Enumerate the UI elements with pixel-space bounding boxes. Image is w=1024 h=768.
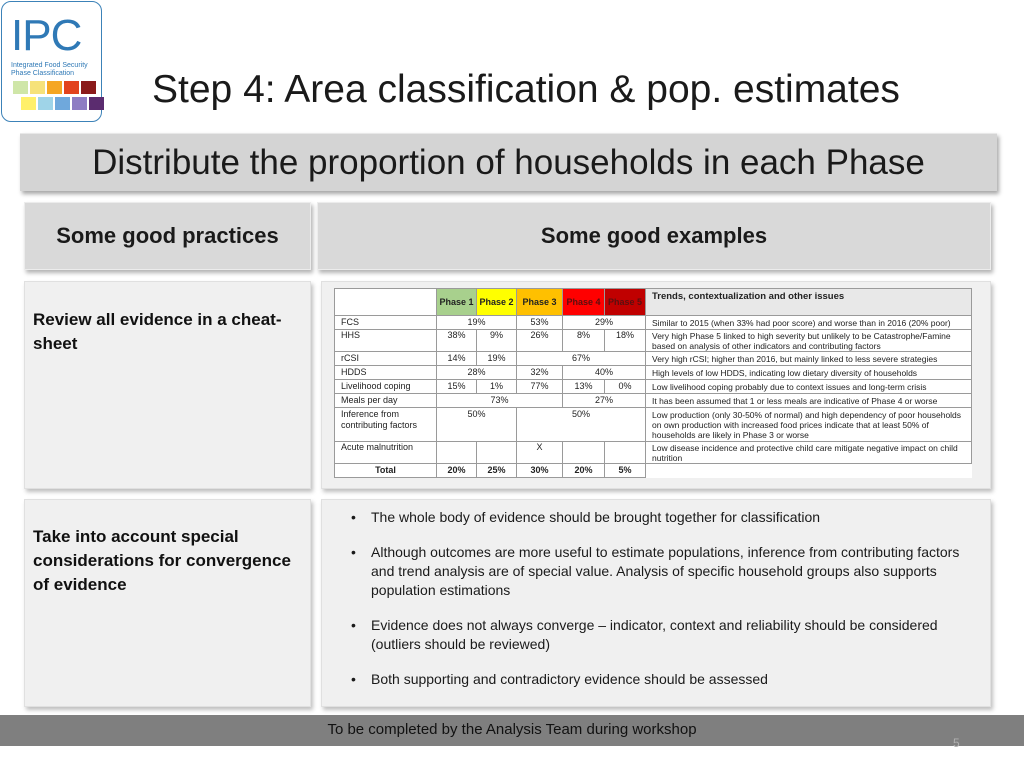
cell-value: 50% [517, 408, 646, 442]
phase-5-header: Phase 5 [605, 289, 646, 316]
trend-cell: Similar to 2015 (when 33% had poor score) and worse than in 2016 (20% poor) [646, 316, 972, 330]
cell-value: 0% [605, 380, 646, 394]
cell-value: 19% [477, 352, 517, 366]
slide-title: Step 4: Area classification & pop. estimates [152, 68, 900, 111]
trend-cell: Very high rCSI; higher than 2016, but mainly linked to less severe strategies [646, 352, 972, 366]
bullet-list [351, 508, 971, 689]
cell-value: 1% [477, 380, 517, 394]
slide-subtitle: Distribute the proportion of households in each Phase [92, 143, 925, 182]
row-label: Inference from contributing factors [335, 408, 437, 442]
table-row [335, 352, 972, 366]
cell-value: 15% [437, 380, 477, 394]
list-item [351, 670, 971, 689]
table-row [335, 442, 972, 464]
logo-text: IPC [11, 11, 82, 60]
cell-value [437, 442, 477, 464]
logo-square [21, 97, 36, 110]
trend-cell: Low livelihood coping probably due to context issues and long-term crisis [646, 380, 972, 394]
list-item [351, 543, 971, 600]
trend-cell: It has been assumed that 1 or less meals are indicative of Phase 4 or worse [646, 394, 972, 408]
examples-header [317, 202, 991, 270]
row-label: FCS [335, 316, 437, 330]
bullet-dot: • [351, 544, 356, 560]
logo-square [47, 81, 62, 94]
cell-value: 38% [437, 330, 477, 352]
table-corner-cell [335, 289, 437, 316]
examples-header-label: Some good examples [540, 223, 768, 248]
row-label: HDDS [335, 366, 437, 380]
logo-square [38, 97, 53, 110]
row-label: Total [335, 464, 437, 478]
cell-value: 53% [517, 316, 563, 330]
trends-header: Trends, contextualization and other issues [646, 289, 972, 316]
trend-cell: Very high Phase 5 linked to high severity but unlikely to be Catastrophe/Famine based on analysis of other indicators and contributing factors [646, 330, 972, 352]
bullet-dot: • [351, 509, 356, 525]
logo-square [30, 81, 45, 94]
list-item [351, 616, 971, 654]
cell-value: 25% [477, 464, 517, 478]
phase-2-header: Phase 2 [477, 289, 517, 316]
cell-value: 8% [563, 330, 605, 352]
cell-value: 20% [563, 464, 605, 478]
subtitle-bar [20, 133, 997, 191]
cell-value: 5% [605, 464, 646, 478]
footer-text: To be completed by the Analysis Team during workshop [327, 721, 697, 738]
practice-panel-convergence [24, 499, 311, 707]
cell-value: 14% [437, 352, 477, 366]
bullet-dot: • [351, 617, 356, 633]
footer-bar [0, 715, 1024, 746]
cell-value: 77% [517, 380, 563, 394]
phase-3-header: Phase 3 [517, 289, 563, 316]
row-label: rCSI [335, 352, 437, 366]
bullet-text: Evidence does not always converge – indicator, context and reliability should be considered (outliers should be reviewed) [371, 617, 938, 652]
practice-panel-review [24, 281, 311, 489]
cell-value: 9% [477, 330, 517, 352]
cell-value: 26% [517, 330, 563, 352]
logo-subtitle: Integrated Food Security Phase Classification [11, 62, 88, 77]
logo-square [13, 81, 28, 94]
cell-value: 50% [437, 408, 517, 442]
practice-label: Review all evidence in a cheat-sheet [33, 310, 282, 353]
practice-label: Take into account special considerations for convergence of evidence [33, 527, 291, 594]
list-item [351, 508, 971, 527]
bullet-text: Although outcomes are more useful to estimate populations, inference from contributing factors and trend analysis are of special value. Analysis of specific household groups also supports population estimations [371, 544, 960, 598]
cell-value: 40% [563, 366, 646, 380]
cell-value: 20% [437, 464, 477, 478]
cell-value: 28% [437, 366, 517, 380]
trend-cell: High levels of low HDDS, indicating low dietary diversity of households [646, 366, 972, 380]
table-row [335, 394, 972, 408]
logo-square [89, 97, 104, 110]
logo-square [81, 81, 96, 94]
table-header-row [335, 289, 972, 316]
logo-square [72, 97, 87, 110]
practices-header-label: Some good practices [56, 223, 279, 248]
cell-value: 27% [563, 394, 646, 408]
bullet-dot: • [351, 671, 356, 687]
bullet-text: Both supporting and contradictory evidence should be assessed [371, 671, 768, 687]
trend-cell: Low production (only 30-50% of normal) and high dependency of poor households on own production with increased food prices indicate that at least 50% of households are likely in Phase 3 or worse [646, 408, 972, 442]
row-label: Meals per day [335, 394, 437, 408]
logo-square [64, 81, 79, 94]
row-label: HHS [335, 330, 437, 352]
practices-header [24, 202, 311, 270]
bullet-text: The whole body of evidence should be brought together for classification [371, 509, 821, 525]
table-row [335, 380, 972, 394]
cheat-sheet-table [334, 288, 972, 478]
cell-value: 67% [517, 352, 646, 366]
cell-value [605, 442, 646, 464]
phase-1-header: Phase 1 [437, 289, 477, 316]
row-label: Acute malnutrition [335, 442, 437, 464]
table-row [335, 366, 972, 380]
cell-value [477, 442, 517, 464]
trend-cell: Low disease incidence and protective child care mitigate negative impact on child nutrition [646, 442, 972, 464]
row-label: Livelihood coping [335, 380, 437, 394]
table-total-row [335, 464, 972, 478]
cell-value: 73% [437, 394, 563, 408]
table-row [335, 316, 972, 330]
logo-square [55, 97, 70, 110]
table-row [335, 330, 972, 352]
cell-value: 29% [563, 316, 646, 330]
phase-4-header: Phase 4 [563, 289, 605, 316]
table-row [335, 408, 972, 442]
page-number: 5 [953, 736, 960, 750]
ipc-logo [1, 1, 102, 122]
trend-cell [646, 464, 972, 478]
cell-value [563, 442, 605, 464]
cell-value: 18% [605, 330, 646, 352]
cell-value: X [517, 442, 563, 464]
cell-value: 30% [517, 464, 563, 478]
cell-value: 32% [517, 366, 563, 380]
cell-value: 13% [563, 380, 605, 394]
cell-value: 19% [437, 316, 517, 330]
